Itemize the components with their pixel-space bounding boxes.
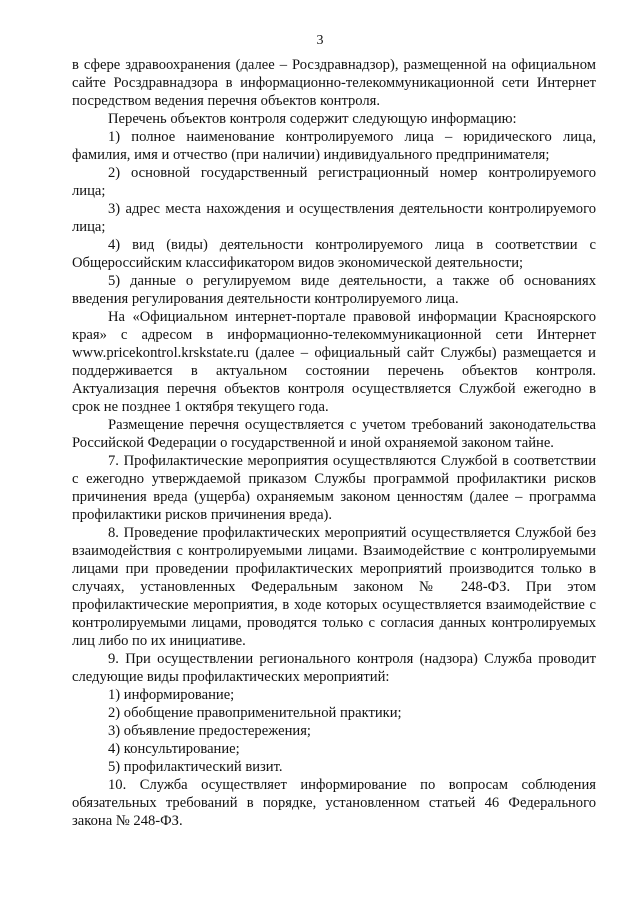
paragraph-clause-7: 7. Профилактические мероприятия осуществляются Службой в соответствии с ежегодно утверждаемой приказом Службы программой профилактики рисков причинения вреда (ущерба) охраняемым законом ценностям (далее – программа профилактики рисков причинения вреда). (72, 453, 596, 523)
paragraph-list-intro: Перечень объектов контроля содержит следующую информацию: (108, 111, 517, 127)
paragraph-official-portal: На «Официальном интернет-портале правовой информации Красноярского края» с адресом в информационно-телекоммуникационной сети Интернет www.pricekontrol.krskstate.ru (далее – официальный сайт Службы) размещается и поддерживается в актуальном состоянии перечень объектов контроля. Актуализация перечня объектов контроля осуществляется Службой ежегодно в срок не позднее 1 октября текущего года. (72, 309, 596, 415)
list-item: 1) полное наименование контролируемого лица – юридического лица, фамилия, имя и отчество (при наличии) индивидуального предпринимателя; (72, 129, 596, 163)
list-item: 2) основной государственный регистрационный номер контролируемого лица; (72, 165, 596, 199)
list-item: 4) вид (виды) деятельности контролируемого лица в соответствии с Общероссийским классификатором видов экономической деятельности; (72, 237, 596, 271)
list-item: 4) консультирование; (108, 741, 240, 757)
paragraph-clause-8: 8. Проведение профилактических мероприятий осуществляется Службой без взаимодействия с контролируемыми лицами. Взаимодействие с контролируемыми лицами при проведении профилактических мероприятий производится только в случаях, установленных Федеральным законом № 248-ФЗ. При этом профилактические мероприятия, в ходе которых осуществляется взаимодействие с контролируемыми лицами, проводятся только с согласия данных контролируемых лиц либо по их инициативе. (72, 525, 596, 649)
document-body (72, 56, 596, 830)
list-item: 1) информирование; (108, 687, 235, 703)
paragraph-continuation: в сфере здравоохранения (далее – Росздравнадзор), размещенной на официальном сайте Росздравнадзора в информационно-телекоммуникационной сети Интернет посредством ведения перечня объектов контроля. (72, 57, 596, 109)
list-item: 3) объявление предостережения; (108, 723, 311, 739)
list-item: 2) обобщение правоприменительной практики; (108, 705, 402, 721)
page-number: 3 (316, 33, 324, 48)
paragraph-clause-9: 9. При осуществлении регионального контроля (надзора) Служба проводит следующие виды профилактических мероприятий: (72, 651, 596, 685)
paragraph-clause-10: 10. Служба осуществляет информирование по вопросам соблюдения обязательных требований в порядке, установленном статьей 46 Федерального закона № 248-ФЗ. (72, 777, 596, 829)
list-item: 5) данные о регулируемом виде деятельности, а также об основаниях введения регулирования деятельности контролируемого лица. (72, 273, 596, 307)
list-item: 3) адрес места нахождения и осуществления деятельности контролируемого лица; (72, 201, 596, 235)
list-item: 5) профилактический визит. (108, 759, 283, 775)
paragraph-placement: Размещение перечня осуществляется с учетом требований законодательства Российской Федерации о государственной и иной охраняемой законом тайне. (72, 417, 596, 451)
